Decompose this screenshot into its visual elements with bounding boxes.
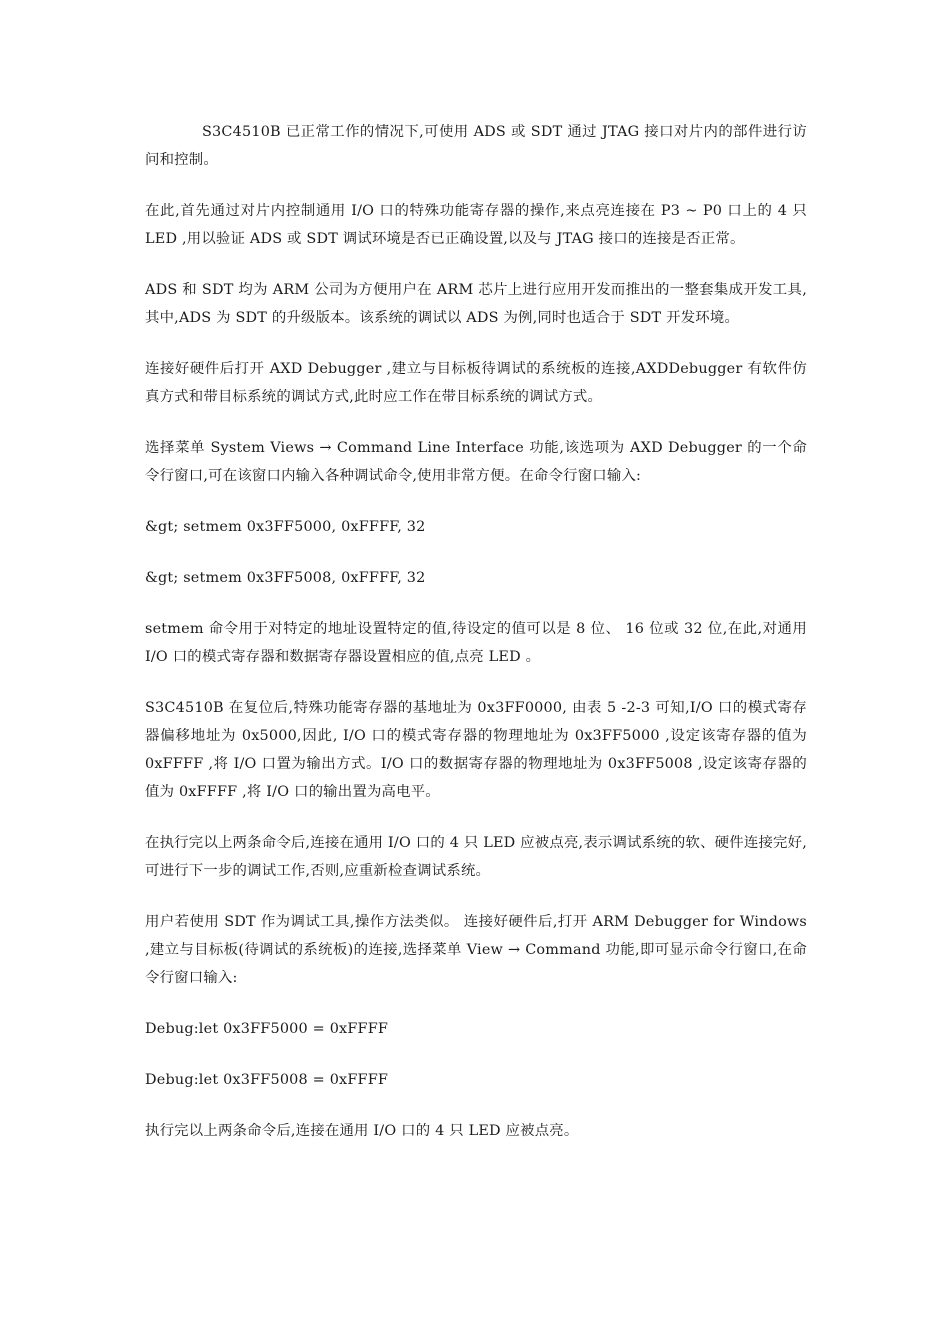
paragraph-setmem-explain: setmem 命令用于对特定的地址设置特定的值,待设定的值可以是 8 位、 16 位或 32 位,在此,对通用 I/O 口的模式寄存器和数据寄存器设置相应的值,点亮 LED 。 [145, 621, 807, 665]
paragraph-ads-sdt: ADS 和 SDT 均为 ARM 公司为方便用户在 ARM 芯片上进行应用开发而推出的一整套集成开发工具,其中,ADS 为 SDT 的升级版本。该系统的调试以 ADS 为例,同时也适合于 SDT 开发环境。 [145, 282, 807, 326]
command-debug-let-mode: Debug:let 0x3FF5000 = 0xFFFF [145, 1021, 389, 1037]
paragraph-final: 执行完以上两条命令后,连接在通用 I/O 口的 4 只 LED 应被点亮。 [145, 1123, 579, 1139]
command-setmem-data: &gt; setmem 0x3FF5008, 0xFFFF, 32 [145, 570, 426, 586]
command-setmem-mode: &gt; setmem 0x3FF5000, 0xFFFF, 32 [145, 519, 426, 535]
paragraph-command-line: 选择菜单 System Views → Command Line Interface 功能,该选项为 AXD Debugger 的一个命令行窗口,可在该窗口内输入各种调试命令,使用非常方便。在命令行窗口输入: [145, 440, 807, 484]
paragraph-register-address: S3C4510B 在复位后,特殊功能寄存器的基地址为 0x3FF0000, 由表 5 -2-3 可知,I/O 口的模式寄存器偏移地址为 0x5000,因此, I/O 口的模式寄存器的物理地址为 0x3FF5000 ,设定该寄存器的值为 0xFFFF ,将 I/O 口置为输出方式。I/O 口的数据寄存器的物理地址为 0x3FF5008 ,设定该寄存器的值为 0xFFFF ,将 I/O 口的输出置为高电平。 [145, 700, 807, 800]
paragraph-axd-connect: 连接好硬件后打开 AXD Debugger ,建立与目标板待调试的系统板的连接,AXDDebugger 有软件仿真方式和带目标系统的调试方式,此时应工作在带目标系统的调试方式。 [145, 361, 807, 405]
paragraph-led-result: 在执行完以上两条命令后,连接在通用 I/O 口的 4 只 LED 应被点亮,表示调试系统的软、硬件连接完好,可进行下一步的调试工作,否则,应重新检查调试系统。 [145, 835, 807, 879]
paragraph-intro: S3C4510B 已正常工作的情况下,可使用 ADS 或 SDT 通过 JTAG 接口对片内的部件进行访问和控制。 [145, 124, 807, 168]
paragraph-sdt-usage: 用户若使用 SDT 作为调试工具,操作方法类似。 连接好硬件后,打开 ARM Debugger for Windows ,建立与目标板(待调试的系统板)的连接,选择菜单 View → Command 功能,即可显示命令行窗口,在命令行窗口输入: [145, 914, 807, 986]
document-body [145, 118, 807, 1168]
paragraph-led-verify: 在此,首先通过对片内控制通用 I/O 口的特殊功能寄存器的操作,来点亮连接在 P3 ~ P0 口上的 4 只 LED ,用以验证 ADS 或 SDT 调试环境是否已正确设置,以及与 JTAG 接口的连接是否正常。 [145, 203, 807, 247]
command-debug-let-data: Debug:let 0x3FF5008 = 0xFFFF [145, 1072, 389, 1088]
